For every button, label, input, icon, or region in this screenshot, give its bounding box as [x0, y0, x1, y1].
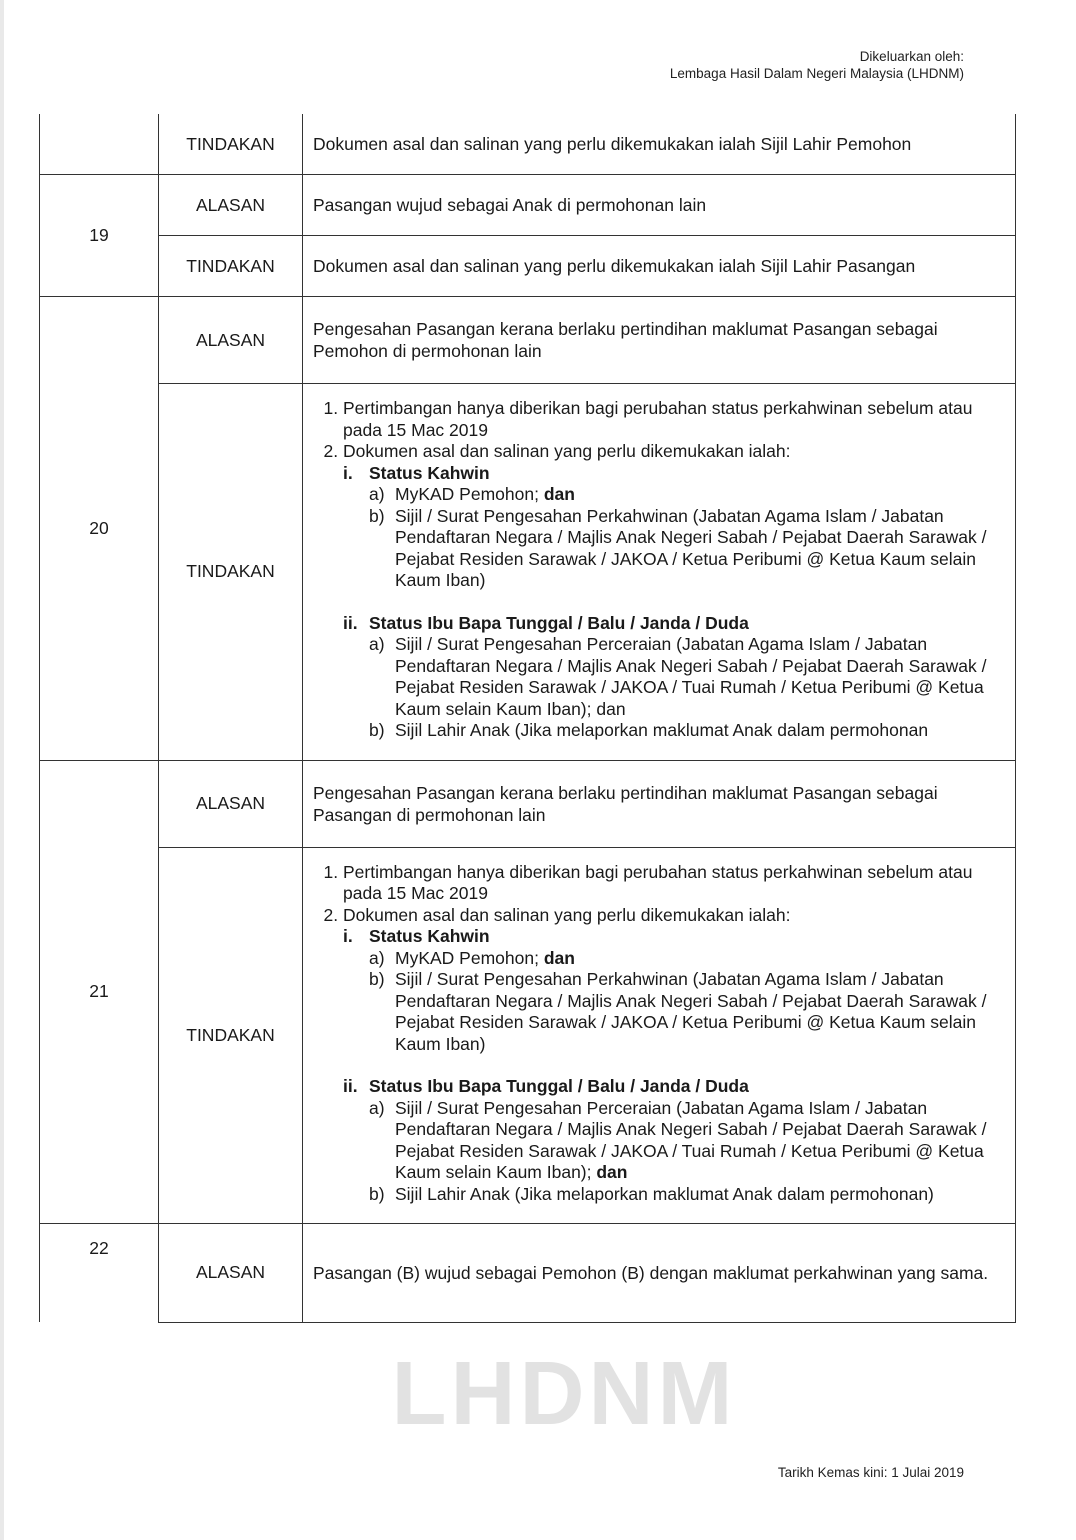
label-cell: ALASAN — [159, 1224, 303, 1323]
row-number-cell — [40, 114, 159, 175]
requirements-table — [39, 114, 1016, 1323]
list-item — [369, 506, 1005, 592]
label-cell: ALASAN — [159, 760, 303, 847]
text-cell — [303, 847, 1016, 1224]
label-cell: TINDAKAN — [159, 236, 303, 297]
item-text: Sijil / Surat Pengesahan Perkahwinan (Jabatan Agama Islam / Jabatan Pendaftaran Negara / Majlis Anak Negeri Sabah / Pejabat Daerah Sarawak / Pejabat Residen Sarawak / JAKOA / Ketua Peribumi @ Ketua Kaum selain Kaum Iban) — [395, 505, 987, 590]
table-row — [40, 114, 1016, 175]
sub-section — [343, 613, 1005, 742]
item-bold: dan — [543, 484, 575, 504]
alpha-list — [343, 484, 1005, 592]
item-marker: b) — [369, 969, 385, 989]
list-item — [343, 441, 1005, 742]
sub-marker: i. — [343, 926, 353, 946]
table-row — [40, 1224, 1016, 1323]
label-cell: ALASAN — [159, 297, 303, 384]
label-cell: TINDAKAN — [159, 384, 303, 761]
text-cell: Pasangan (B) wujud sebagai Pemohon (B) dengan maklumat perkahwinan yang sama. — [303, 1224, 1016, 1323]
document-page — [4, 0, 1076, 1540]
item-marker: b) — [369, 505, 385, 526]
instruction-list — [313, 398, 1005, 742]
row-number-cell: 20 — [40, 297, 159, 761]
spacer — [343, 592, 1005, 613]
sub-list — [343, 463, 1005, 742]
last-updated: Tarikh Kemas kini: 1 Julai 2019 — [777, 1465, 964, 1480]
sub-title: Status Kahwin — [369, 462, 490, 483]
table-row — [40, 384, 1016, 761]
text-cell: Pengesahan Pasangan kerana berlaku pertindihan maklumat Pasangan sebagai Pasangan di permohonan lain — [303, 760, 1016, 847]
item-content — [395, 484, 1005, 506]
item-text: Sijil Lahir Anak (Jika melaporkan maklumat Anak dalam permohonan — [395, 720, 929, 740]
instruction-list — [313, 862, 1005, 1206]
sub-heading — [343, 613, 1005, 635]
list-item: 1. Pertimbangan hanya diberikan bagi perubahan status perkahwinan sebelum atau pada 15 Mac 2019 — [343, 398, 1005, 441]
table-row — [40, 760, 1016, 847]
list-item — [369, 1098, 1005, 1184]
list-item — [369, 948, 1005, 970]
item-marker: b) — [369, 720, 385, 740]
item-marker: a) — [369, 634, 385, 654]
item-marker: b) — [369, 1183, 385, 1204]
alpha-list — [343, 634, 1005, 742]
alpha-list — [343, 1098, 1005, 1206]
label-cell: TINDAKAN — [159, 114, 303, 175]
text-cell: Pengesahan Pasangan kerana berlaku pertindihan maklumat Pasangan sebagai Pemohon di permohonan lain — [303, 297, 1016, 384]
watermark: LHDNM — [391, 1343, 737, 1444]
table-row — [40, 175, 1016, 236]
watermark-area — [164, 1339, 964, 1449]
table-row — [40, 297, 1016, 384]
item-text: MyKAD Pemohon; — [395, 484, 544, 504]
sub-section — [343, 1076, 1005, 1205]
item-text: Sijil / Surat Pengesahan Perceraian (Jabatan Agama Islam / Jabatan Pendaftaran Negara / Majlis Anak Negeri Sabah / Pejabat Daerah Sarawak / Pejabat Residen Sarawak / JAKOA / Tuai Rumah / Ketua Peribumi @ Ketua Kaum selain Kaum Iban); dan — [395, 634, 987, 719]
sub-title: Status Kahwin — [369, 926, 490, 946]
table-wrapper — [39, 114, 1016, 1323]
sub-marker: ii. — [343, 612, 358, 633]
alpha-list — [343, 948, 1005, 1056]
item-content — [395, 1098, 1005, 1184]
sub-marker: i. — [343, 462, 353, 483]
sub-heading — [343, 1076, 1005, 1098]
label-cell: TINDAKAN — [159, 847, 303, 1224]
list-item — [369, 484, 1005, 506]
item-marker: a) — [369, 947, 385, 968]
row-number-cell: 21 — [40, 760, 159, 1224]
list-item-text: Dokumen asal dan salinan yang perlu dikemukakan ialah: — [343, 441, 791, 461]
list-item — [343, 905, 1005, 1206]
text-cell — [303, 384, 1016, 761]
item-marker: a) — [369, 1097, 385, 1118]
list-item — [369, 634, 1005, 720]
sub-title: Status Ibu Bapa Tunggal / Balu / Janda / Duda — [369, 612, 749, 633]
sub-marker: ii. — [343, 1076, 358, 1096]
spacer — [343, 1055, 1005, 1076]
text-cell: Dokumen asal dan salinan yang perlu dikemukakan ialah Sijil Lahir Pasangan — [303, 236, 1016, 297]
sub-title: Status Ibu Bapa Tunggal / Balu / Janda / Duda — [369, 1076, 749, 1096]
text-cell: Pasangan wujud sebagai Anak di permohonan lain — [303, 175, 1016, 236]
list-item: 1. Pertimbangan hanya diberikan bagi perubahan status perkahwinan sebelum atau pada 15 Mac 2019 — [343, 862, 1005, 905]
row-number-cell: 19 — [40, 175, 159, 297]
list-item — [369, 720, 1005, 742]
sub-heading — [343, 926, 1005, 948]
item-text: Sijil Lahir Anak (Jika melaporkan maklumat Anak dalam permohonan) — [395, 1183, 934, 1204]
item-content — [395, 948, 1005, 970]
item-text: Sijil / Surat Pengesahan Perceraian (Jabatan Agama Islam / Jabatan Pendaftaran Negara / Majlis Anak Negeri Sabah / Pejabat Daerah Sarawak / Pejabat Residen Sarawak / JAKOA / Tuai Rumah / Ketua Peribumi @ Ketua Kaum selain Kaum Iban); — [395, 1097, 987, 1182]
row-number-cell: 22 — [40, 1224, 159, 1323]
issuer-name: Lembaga Hasil Dalam Negeri Malaysia (LHDNM) — [669, 66, 964, 81]
list-item — [369, 1184, 1005, 1206]
issued-by-label: Dikeluarkan oleh: — [859, 49, 964, 64]
sub-section — [343, 926, 1005, 1055]
item-marker: a) — [369, 484, 385, 504]
table-row — [40, 236, 1016, 297]
issuer-header — [670, 48, 964, 82]
table-row — [40, 847, 1016, 1224]
text-cell: Dokumen asal dan salinan yang perlu dikemukakan ialah Sijil Lahir Pemohon — [303, 114, 1016, 175]
sub-heading — [343, 463, 1005, 485]
sub-list — [343, 926, 1005, 1205]
item-bold: dan — [543, 947, 575, 968]
label-cell: ALASAN — [159, 175, 303, 236]
list-item-text: Dokumen asal dan salinan yang perlu dikemukakan ialah: — [343, 904, 791, 925]
list-item — [369, 969, 1005, 1055]
item-text: Sijil / Surat Pengesahan Perkahwinan (Jabatan Agama Islam / Jabatan Pendaftaran Negara / Majlis Anak Negeri Sabah / Pejabat Daerah Sarawak / Pejabat Residen Sarawak / JAKOA / Ketua Peribumi @ Ketua Kaum selain Kaum Iban) — [395, 969, 987, 1054]
sub-section — [343, 463, 1005, 592]
item-text: MyKAD Pemohon; — [395, 947, 544, 968]
item-bold: dan — [596, 1162, 628, 1182]
